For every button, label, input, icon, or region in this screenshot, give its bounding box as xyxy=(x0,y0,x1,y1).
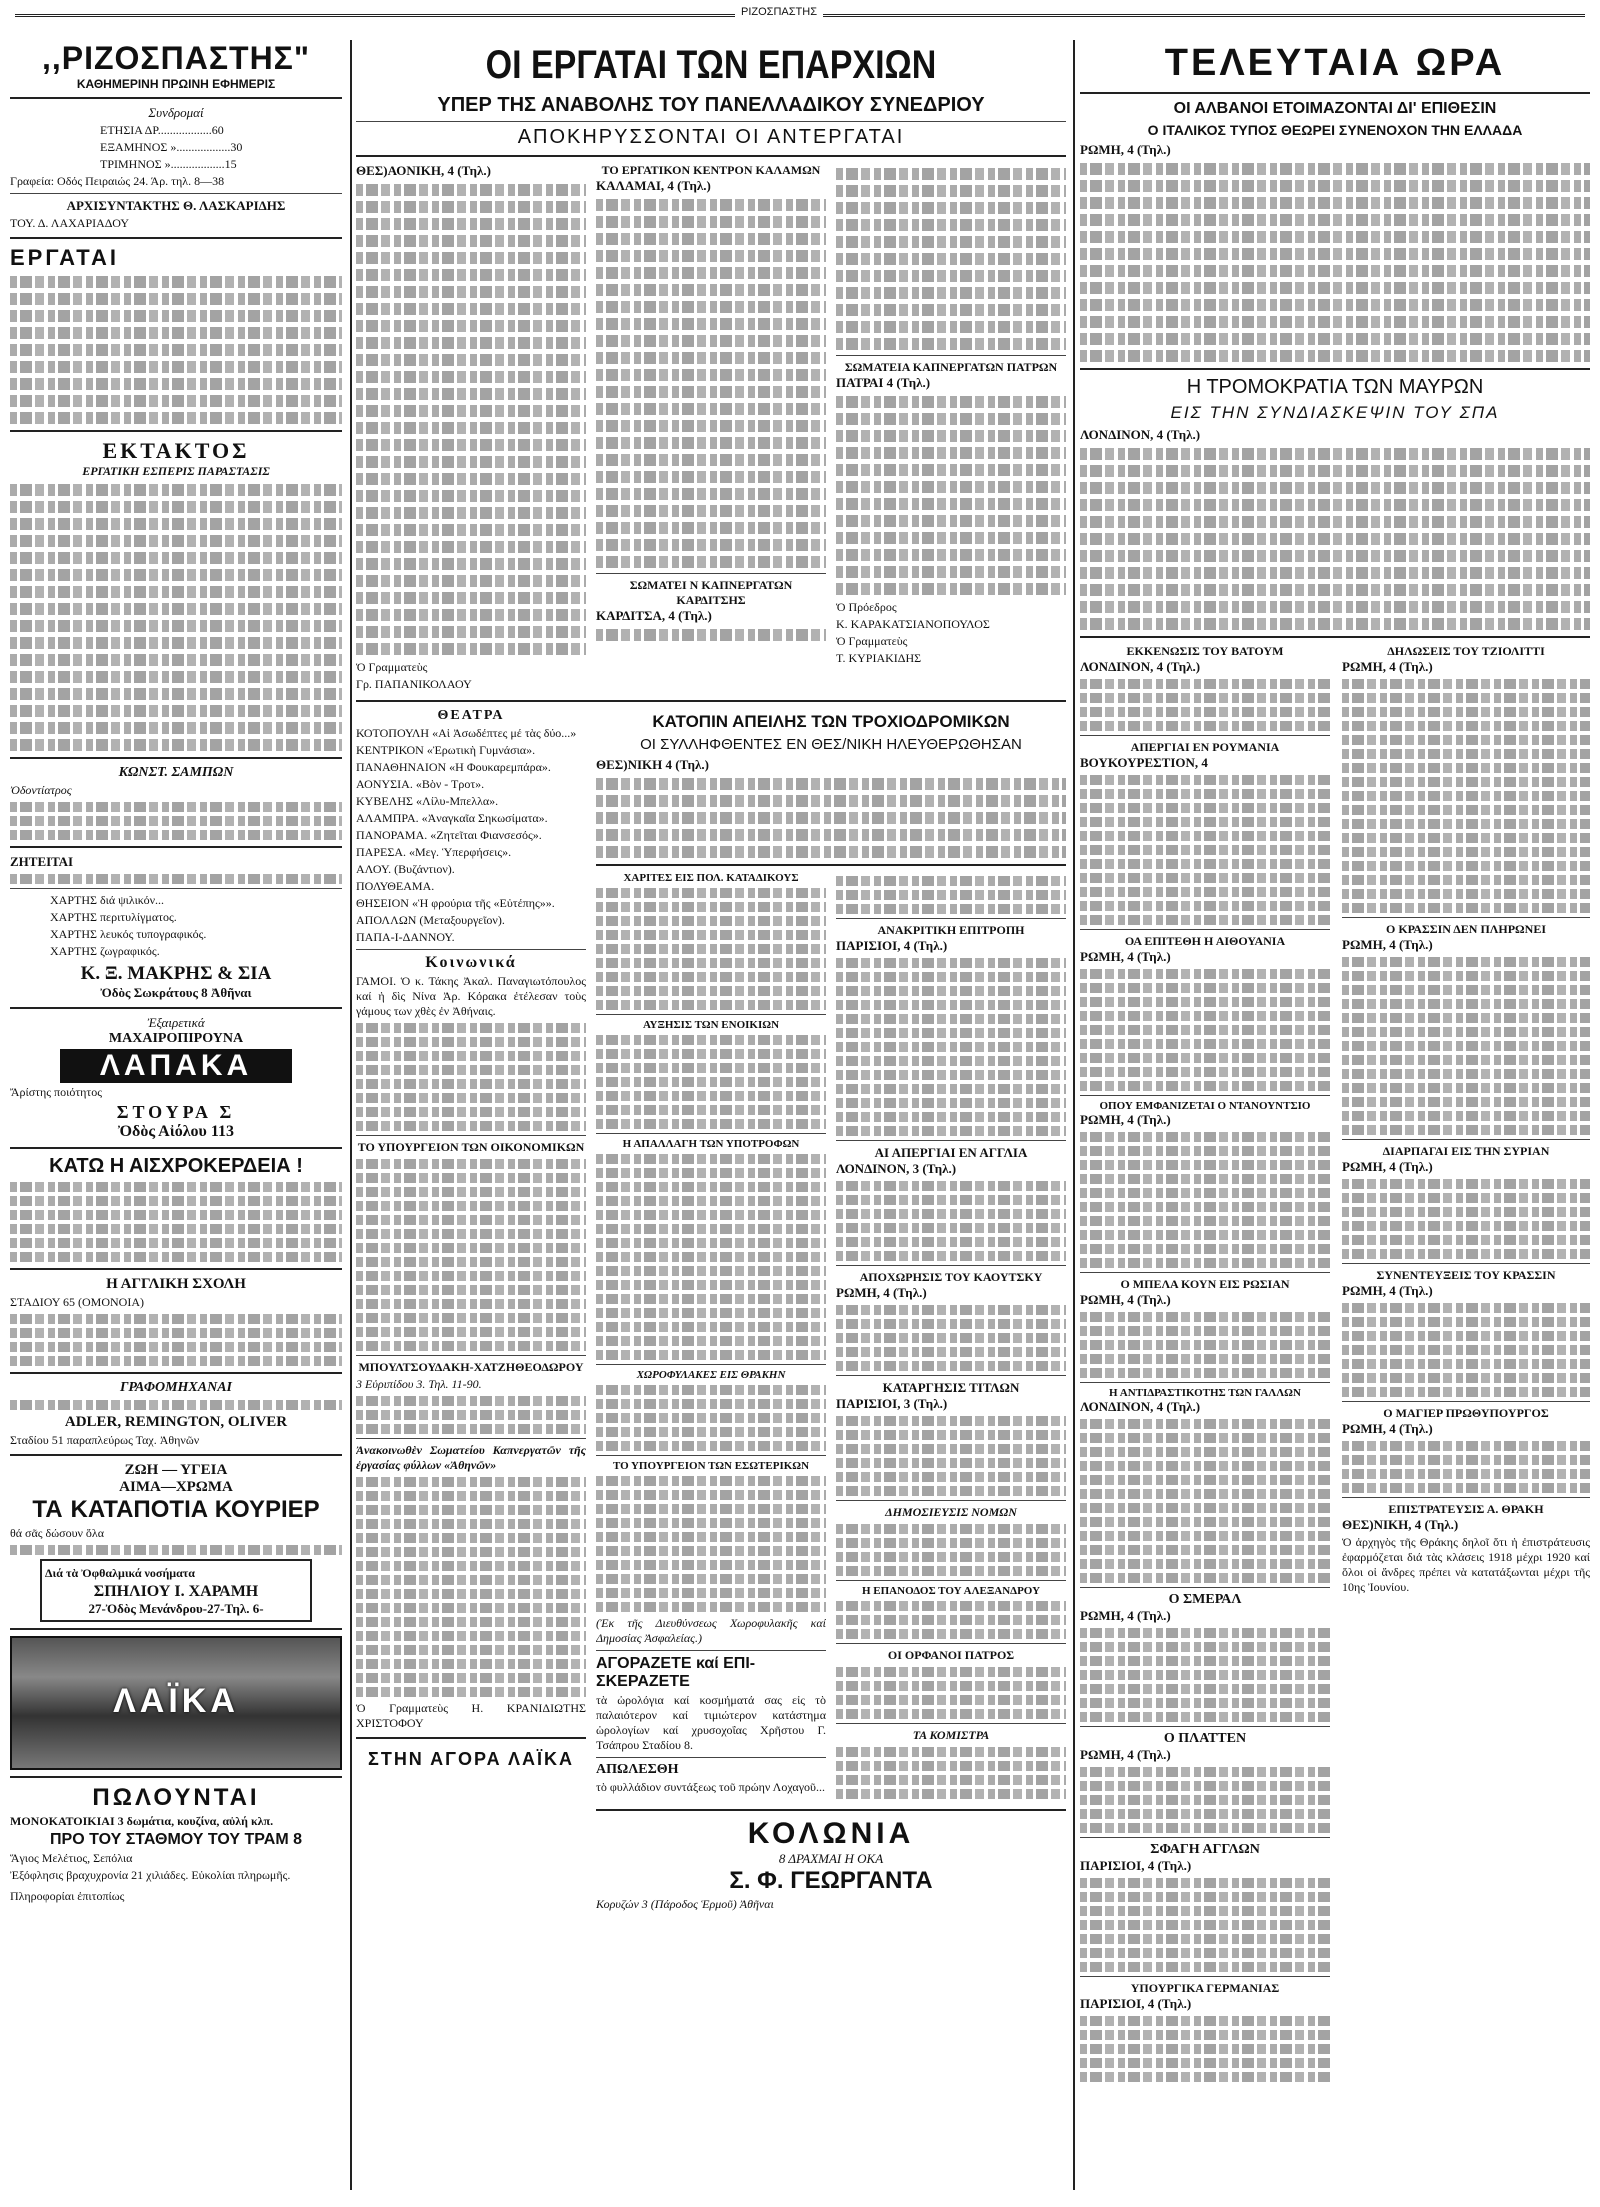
subhead-sub: 3 Εὐριπίδου 3. Τηλ. 11-90. xyxy=(356,1377,482,1391)
subhead: ΧΑΡΙΤΕΣ ΕΙΣ ΠΟΛ. ΚΑΤΑΔΙΚΟΥΣ xyxy=(623,872,799,884)
subhead: ΑΠΟΧΩΡΗΣΙΣ ΤΟΥ ΚΑΟΥΤΣΚΥ xyxy=(859,1270,1043,1284)
konst-sub: Ὀδοντίατρος xyxy=(10,783,72,797)
lapaka-title: ΛΑΠΑΚΑ xyxy=(60,1049,292,1083)
school-sub: ΣΤΑΔΙΟΥ 65 (ΟΜΟΝΟΙΑ) xyxy=(10,1295,145,1309)
dateline: ΡΩΜΗ, 4 (Τηλ.) xyxy=(1342,937,1433,952)
right-h2b: ΕΙΣ ΤΗΝ ΣΥΝΔΙΑΣΚΕΨΙΝ ΤΟΥ ΣΠΑ xyxy=(1170,403,1500,422)
typewriters-brands: ADLER, REMINGTON, OLIVER xyxy=(64,1414,288,1430)
editor-2: ΤΟΥ. Δ. ΛΑΧΑΡΙΑΔΟΥ xyxy=(10,216,130,230)
right-h1: ΟΙ ΑΛΒΑΝΟΙ ΕΤΟΙΜΑΖΟΝΤΑΙ ΔΙ' ΕΠΙΘΕΣΙΝ xyxy=(1173,100,1497,117)
subhead: ΚΑΤΑΡΓΗΣΙΣ ΤΙΤΛΩΝ xyxy=(882,1380,1020,1395)
dateline: ΒΟΥΚΟΥΡΕΣΤΙΟΝ, 4 xyxy=(1080,755,1208,770)
kato-heading: ΚΑΤΩ Η ΑΙΣΧΡΟΚΕΡΔΕΙΑ ! xyxy=(49,1155,303,1177)
dateline: ΡΩΜΗ, 4 (Τηλ.) xyxy=(1080,1608,1171,1623)
lapaka-top-2: ΜΑΧΑΙΡΟΠΙΡΟΥΝΑ xyxy=(108,1031,244,1046)
subhead: Ο ΠΛΑΤΤΕΝ xyxy=(1163,1731,1247,1746)
lapaka-top: Ἐξαιρετικά xyxy=(147,1015,205,1030)
xartis-item: ΧΑΡΤΗΣ ζωγραφικός. xyxy=(50,944,160,958)
article-text: Ὁ ἀρχηγὸς τῆς Θράκης δηλοῖ ὅτι ἡ ἐπιστράτευσις ἐφαρμόζεται διά τὰς κλάσεις 1918 μέχρι 1920 καί ὅλοι οἱ ἄνδρες πρέπει νὰ κατατάξωνται μέχρι τῆς 10ης Ἰουνίου. xyxy=(1342,1535,1590,1594)
office-address: Γραφεία: Οδός Πειραιώς 24. Άρ. τηλ. 8—38 xyxy=(10,174,225,188)
signature-name: Γρ. ΠΑΠΑΝΙΚΟΛΑΟΥ xyxy=(356,677,472,691)
esot-signature: (Ἐκ τῆς Διευθύνσεως Χωροφυλακῆς καί Δημοσίας Ἀσφαλείας.) xyxy=(596,1616,826,1645)
xartis-item: ΧΑΡΤΗΣ διά ψιλικόν... xyxy=(50,893,165,907)
announcement-signature: Ὁ Γραμματεὺς Η. ΚΡΑΝΙΔΙΩΤΗΣ ΧΡΙΣΤΟΦΟΥ xyxy=(356,1701,586,1730)
katopin-sub: ΟΙ ΣΥΛΛΗΦΘΕΝΤΕΣ ΕΝ ΘΕΣ/ΝΙΚΗ ΗΛΕΥΘΕΡΩΘΗΣΑΝ xyxy=(640,736,1022,753)
editor: ΑΡΧΙΣΥΝΤΑΚΤΗΣ Θ. ΛΑΣΚΑΡΙΔΗΣ xyxy=(66,198,286,213)
advert-image-text: ΛΑΪΚΑ xyxy=(113,1682,239,1720)
right-column xyxy=(1080,40,1590,2200)
dateline: ΘΕΣ)ΝΙΚΗ, 4 (Τηλ.) xyxy=(1342,1517,1459,1532)
kourier-ta: ΤΑ xyxy=(32,1496,63,1523)
column-divider xyxy=(1073,40,1075,2190)
main-subtitle: ΥΠΕΡ ΤΗΣ ΑΝΑΒΟΛΗΣ ΤΟΥ ΠΑΝΕΛΛΑΔΙΚΟΥ ΣΥΝΕΔΡΙΟΥ xyxy=(437,94,985,116)
theatre-item: ΑΠΟΛΛΩΝ (Μεταξουργεῖον). xyxy=(356,913,505,927)
pool-info: Ἐξόφλησις βραχυχρονία 21 χιλιάδες. Εὐκολίαι πληρωμῆς. xyxy=(10,1868,291,1882)
subhead: Ο ΜΑΓΙΕΡ ΠΡΩΘΥΠΟΥΡΓΟΣ xyxy=(1383,1406,1549,1420)
lapaka-address: Ὀδὸς Αἰόλου 113 xyxy=(118,1123,234,1140)
subhead: ΔΗΜΟΣΙΕΥΣΙΣ ΝΟΜΩΝ xyxy=(885,1505,1017,1519)
dateline: ΘΕΣ)ΝΙΚΗ 4 (Τηλ.) xyxy=(596,757,709,772)
subscriptions-title: Συνδρομαί xyxy=(148,105,204,120)
subhead: ΧΩΡΟΦΥΛΑΚΕΣ ΕΙΣ ΘΡΑΚΗΝ xyxy=(636,1369,786,1381)
theatre-item: ΚΥΒΕΛΗΣ «Λίλυ-Μπελλα». xyxy=(356,794,499,808)
signature-title: Ὁ Γραμματεὺς xyxy=(356,660,428,674)
pool-info-2: Πληροφορίαι ἐπιτοπίως xyxy=(10,1889,125,1903)
xartis-item: ΧΑΡΤΗΣ περιτυλίγματος. xyxy=(50,910,177,924)
xarami-address: 27-Ὀδὸς Μενάνδρου-27-Τηλ. 6- xyxy=(88,1601,264,1616)
subs-row: ΕΤΗΣΙΑ ΔΡ..................60 xyxy=(100,123,224,137)
pool-sub-2: Ἅγιος Μελέτιος, Σεπόλια xyxy=(10,1851,133,1865)
dateline: ΠΑΡΙΣΙΟΙ, 3 (Τηλ.) xyxy=(836,1396,948,1411)
subhead: ΤΑ ΚΟΜΙΣΤΡΑ xyxy=(912,1728,990,1742)
georganta-name: Σ. Φ. ΓΕΩΡΓΑΝΤΑ xyxy=(729,1867,933,1894)
dateline: ΠΑΡΙΣΙΟΙ, 4 (Τηλ.) xyxy=(1080,1996,1192,2011)
theatre-item: ΘΗΣΕΙΟΝ «Ἡ φρούρια τῆς «Εὐτέπης»». xyxy=(356,896,555,910)
subhead: ΔΙΑΡΠΑΓΑΙ ΕΙΣ ΤΗΝ ΣΥΡΙΑΝ xyxy=(1382,1144,1550,1158)
dateline: ΠΑΤΡΑΙ 4 (Τηλ.) xyxy=(836,375,931,390)
main-banner: ΟΙ ΕΡΓΑΤΑΙ ΤΩΝ ΕΠΑΡΧΙΩΝ xyxy=(485,43,937,87)
georganta-address: Κορυζών 3 (Πάροδος Ἑρμοῦ) Ἀθῆναι xyxy=(596,1897,774,1911)
pool-sub: ΠΡΟ ΤΟΥ ΣΤΑΘΜΟΥ ΤΟΥ ΤΡΑΜ 8 xyxy=(49,1831,302,1848)
subhead: ΥΠΟΥΡΓΙΚΑ ΓΕΡΜΑΝΙΑΣ xyxy=(1130,1981,1280,1995)
xarami-sub: Διά τὰ Ὀφθαλμικά νοσήματα xyxy=(45,1566,195,1580)
pool-heading: ΠΩΛΟΥΝΤΑΙ xyxy=(92,1784,260,1811)
theatre-item: ΚΟΤΟΠΟΥΛΗ «Αἱ Ἀσωδέπτες μέ τὰς δύο...» xyxy=(356,726,577,740)
right-banner: ΤΕΛΕΥΤΑΙΑ ΩΡΑ xyxy=(1164,42,1506,84)
theatre-item: ΠΑΝΑΘΗΝΑΙΟΝ «Η Φουκαρεμπάρα». xyxy=(356,760,551,774)
xartis-item: ΧΑΡΤΗΣ λευκός τυπογραφικός. xyxy=(50,927,207,941)
zoi-heading-2: ΑΙΜΑ—ΧΡΩΜΑ xyxy=(119,1479,233,1495)
subhead: ΟΠΟΥ ΕΜΦΑΝΙΖΕΤΑΙ Ο ΝΤΑΝΟΥΝΤΣΙΟ xyxy=(1099,1100,1311,1112)
ektaktos-sub: ΕΡΓΑΤΙΚΗ ΕΣΠΕΡΙΣ ΠΑΡΑΣΤΑΣΙΣ xyxy=(82,464,270,478)
subhead: ΕΠΙΣΤΡΑΤΕΥΣΙΣ Α. ΘΡΑΚΗ xyxy=(1388,1502,1544,1516)
subhead: ΑΝΑΚΡΙΤΙΚΗ ΕΠΙΤΡΟΠΗ xyxy=(877,923,1025,937)
dateline: ΡΩΜΗ, 4 (Τηλ.) xyxy=(1342,1283,1433,1298)
ektaktos-heading: ΕΚΤΑΚΤΟΣ xyxy=(102,438,250,463)
subhead: Η ΕΠΑΝΟΔΟΣ ΤΟΥ ΑΛΕΞΑΝΔΡΟΥ xyxy=(861,1585,1041,1597)
column-divider xyxy=(350,40,352,2190)
subhead: Η ΑΝΤΙΔΡΑΣΤΙΚΟΤΗΣ ΤΩΝ ΓΑΛΛΩΝ xyxy=(1109,1387,1301,1399)
dateline: ΡΩΜΗ, 4 (Τηλ.) xyxy=(1080,1747,1171,1762)
center-column xyxy=(356,40,1066,2200)
subhead: ΜΠΟΥΛΤΣΟΥΔΑΚΗ-ΧΑΤΖΗΘΕΟΔΩΡΟΥ xyxy=(358,1360,584,1374)
subhead: ΕΚΚΕΝΩΣΙΣ ΤΟΥ ΒΑΤΟΥΜ xyxy=(1126,644,1284,658)
apolesthi-text: τὸ φυλλάδιον συντάξεως τοῦ πρώην Λοχαγοῦ... xyxy=(596,1780,825,1794)
subs-row: ΕΞΑΜΗΝΟΣ »..................30 xyxy=(100,140,243,154)
subhead: ΑΠΕΡΓΙΑΙ ΕΝ ΡΟΥΜΑΝΙΑ xyxy=(1130,740,1280,754)
subhead: Ο ΣΜΕΡΑΛ xyxy=(1168,1592,1242,1607)
subhead: ΑΥΞΗΣΙΣ ΤΩΝ ΕΝΟΙΚΙΩΝ xyxy=(642,1019,780,1031)
typewriters-address: Σταδίου 51 παραπλεύρως Ταχ. Ἀθηνῶν xyxy=(10,1433,200,1447)
signature-name: Τ. ΚΥΡΙΑΚΙΔΗΣ xyxy=(836,651,922,665)
subhead: ΣΩΜΑΤΕΙΑ ΚΑΠΝΕΡΓΑΤΩΝ ΠΑΤΡΩΝ xyxy=(844,360,1058,374)
signature-name: Κ. ΚΑΡΑΚΑΤΣΙΑΝΟΠΟΥΛΟΣ xyxy=(836,617,990,631)
subhead: Η ΑΠΑΛΛΑΓΗ ΤΩΝ ΥΠΟΤΡΟΦΩΝ xyxy=(622,1138,800,1150)
top-label: ΡΙΖΟΣΠΑΣΤΗΣ xyxy=(735,6,823,18)
social-text: ΓΑΜΟΙ. Ὁ κ. Τάκης Ἀκαλ. Παναγιωτόπουλος καί ἡ δὶς Νίνα Ἀρ. Κόρακα ἐτέλεσαν τοὺς γάμους των χθὲς ἐν Ἀθήναις. xyxy=(356,974,586,1018)
agorazete-text: τὰ ὡρολόγια καί κοσμήματά σας εἰς τὸ παλαιότερον καί τιμιώτερον κατάστημα ὡρολογίων καί χρυσοχοΐας Χρῆστου Γ. Τσάπρου Σταδίου 8. xyxy=(596,1693,826,1752)
theatre-item: ΠΑΝΟΡΑΜΑ. «Ζητεῖται Φιανσεσός». xyxy=(356,828,542,842)
tagline: ΚΑΘΗΜΕΡΙΝΗ ΠΡΩΙΝΗ ΕΦΗΜΕΡΙΣ xyxy=(76,77,276,91)
subs-row: ΤΡΙΜΗΝΟΣ »..................15 xyxy=(100,157,237,171)
dateline: ΡΩΜΗ, 4 (Τηλ.) xyxy=(1342,1421,1433,1436)
advert-image xyxy=(10,1636,342,1770)
subhead: ΟΑ ΕΠΙΤΕΘΗ Η ΑΙΘΟΥΑΝΙΑ xyxy=(1124,934,1286,948)
theatre-item: ΚΕΝΤΡΙΚΟΝ «Ἐρωτικὴ Γυμνάσια». xyxy=(356,743,536,757)
advert-top: ΣΤΗΝ ΑΓΟΡΑ ΛΑΪΚΑ xyxy=(368,1749,574,1769)
dateline: ΡΩΜΗ, 4 (Τηλ.) xyxy=(836,1285,927,1300)
ergatai-heading: ΕΡΓΑΤΑΙ xyxy=(10,245,120,270)
dateline: ΡΩΜΗ, 4 (Τηλ.) xyxy=(1080,1292,1171,1307)
dateline: ΛΟΝΔΙΝΟΝ, 4 (Τηλ.) xyxy=(1080,659,1201,674)
school-heading: Η ΑΓΓΛΙΚΗ ΣΧΟΛΗ xyxy=(106,1276,246,1292)
xarami-name: ΣΠΗΛΙΟΥ Ι. ΧΑΡΑΜΗ xyxy=(93,1583,259,1600)
subhead: ΣΦΑΓΗ ΑΓΓΛΩΝ xyxy=(1150,1842,1260,1857)
dateline: ΛΟΝΔΙΝΟΝ, 3 (Τηλ.) xyxy=(836,1161,957,1176)
theatre-item: ΠΑΡΕΣΑ. «Μεγ. Ὑπερφήσεις». xyxy=(356,845,512,859)
subhead: Ο ΚΡΑΣΣΙΝ ΔΕΝ ΠΛΗΡΩΝΕΙ xyxy=(1385,922,1546,936)
signature-title: Ὁ Πρόεδρος xyxy=(836,600,897,614)
lapaka-sub-2: ΣΤΟΥΡΑ Σ xyxy=(116,1102,236,1122)
dateline: ΘΕΣ)ΑΟΝΙΚΗ, 4 (Τηλ.) xyxy=(356,163,491,178)
typewriters-heading: ΓΡΑΦΟΜΗΧΑΝΑΙ xyxy=(119,1380,233,1395)
dateline: ΛΟΝΔΙΝΟΝ, 4 (Τηλ.) xyxy=(1080,1399,1201,1414)
theatres-heading: ΘΕΑΤΡΑ xyxy=(437,708,505,723)
dateline: ΡΩΜΗ, 4 (Τηλ.) xyxy=(1080,949,1171,964)
signature-title: Ὁ Γραμματεὺς xyxy=(836,634,908,648)
announcement-heading: Ἀνακοινωθὲν Σωματείου Καπνεργατῶν τῆς ἐργασίας φύλλων «Ἀθηνῶν» xyxy=(356,1443,586,1472)
dateline: ΡΩΜΗ, 4 (Τηλ.) xyxy=(1342,659,1433,674)
zoi-heading: ΖΩΗ — ΥΓΕΙΑ xyxy=(124,1462,228,1478)
kolonia-heading: ΚΟΛΩΝΙΑ xyxy=(747,1817,915,1850)
katopin-heading: ΚΑΤΟΠΙΝ ΑΠΕΙΛΗΣ ΤΩΝ ΤΡΟΧΙΟΔΡΟΜΙΚΩΝ xyxy=(652,712,1010,731)
dateline: ΚΑΛΑΜΑΙ, 4 (Τηλ.) xyxy=(596,178,711,193)
dateline: ΡΩΜΗ, 4 (Τηλ.) xyxy=(1080,1112,1171,1127)
dateline: ΠΑΡΙΣΙΟΙ, 4 (Τηλ.) xyxy=(836,938,948,953)
kourier-sub: θά σᾶς δώσουν ὅλα xyxy=(10,1526,105,1540)
theatre-item: ΑΛΑΜΠΡΑ. «Ἀναγκαῖα Σηκωσίματα». xyxy=(356,811,548,825)
lapaka-sub: Ἄρίστης ποιότητος xyxy=(10,1085,102,1099)
subhead: ΤΟ ΥΠΟΥΡΓΕΙΟΝ ΤΩΝ ΟΙΚΟΝΟΜΙΚΩΝ xyxy=(357,1140,585,1154)
subhead: ΤΟ ΥΠΟΥΡΓΕΙΟΝ ΤΩΝ ΕΣΩΤΕΡΙΚΩΝ xyxy=(612,1460,810,1472)
subhead: ΤΟ ΕΡΓΑΤΙΚΟΝ ΚΕΝΤΡΟΝ ΚΑΛΑΜΩΝ xyxy=(601,163,821,177)
right-h1b: Ο ΙΤΑΛΙΚΟΣ ΤΥΠΟΣ ΘΕΩΡΕΙ ΣΥΝΕΝΟΧΟΝ ΤΗΝ ΕΛΛΑΔΑ xyxy=(1147,122,1523,138)
left-column xyxy=(10,40,342,2200)
main-subtitle-2: ΑΠΟΚΗΡΥΣΣΟΝΤΑΙ ΟΙ ΑΝΤΕΡΓΑΤΑΙ xyxy=(517,126,905,148)
apolesthi-heading: ΑΠΩΛΕΣΘΗ xyxy=(596,1762,679,1777)
kolonia-sub: 8 ΔΡΑΧΜΑΙ Η ΟΚΑ xyxy=(778,1851,884,1866)
subhead: ΟΙ ΟΡΦΑΝΟΙ ΠΑΤΡΟΣ xyxy=(887,1648,1015,1662)
maker-name: Κ. Ξ. ΜΑΚΡΗΣ & ΣΙΑ xyxy=(80,963,272,984)
top-rule xyxy=(0,6,1600,20)
theatre-item: ΑΟΝΥΣΙΑ. «Βὸν - Τροτ». xyxy=(356,777,485,791)
kourier-title: ΚΑΤΑΠΟΤΙΑ ΚΟΥΡΙΕΡ xyxy=(70,1496,320,1523)
dateline: ΡΩΜΗ, 4 (Τηλ.) xyxy=(1342,1159,1433,1174)
theatre-item: ΠΑΠΑ-Ι-ΔΑΝΝΟΥ. xyxy=(356,930,455,944)
subhead: Ο ΜΠΕΛΑ ΚΟΥΝ ΕΙΣ ΡΩΣΙΑΝ xyxy=(1120,1277,1290,1291)
agorazete-heading: ΑΓΟΡΑΖΕΤΕ καί ΕΠΙΣΚΕΡΑΖΕΤΕ xyxy=(596,1655,756,1690)
dateline: ΡΩΜΗ, 4 (Τηλ.) xyxy=(1080,142,1171,157)
subhead: ΔΗΛΩΣΕΙΣ ΤΟΥ ΤΖΙΟΛΙΤΤΙ xyxy=(1387,644,1545,658)
zitite-heading: ΖΗΤΕΙΤΑΙ xyxy=(10,854,74,869)
dateline: ΚΑΡΔΙΤΣΑ, 4 (Τηλ.) xyxy=(596,608,712,623)
theatre-item: ΠΟΛΥΘΕΑΜΑ. xyxy=(356,879,435,893)
subhead: ΣΥΝΕΝΤΕΥΞΕΙΣ ΤΟΥ ΚΡΑΣΣΙΝ xyxy=(1376,1268,1556,1282)
dateline: ΠΑΡΙΣΙΟΙ, 4 (Τηλ.) xyxy=(1080,1858,1192,1873)
subhead: ΑΙ ΑΠΕΡΓΙΑΙ ΕΝ ΑΓΓΛΙΑ xyxy=(874,1145,1028,1160)
social-heading: Κοινωνικά xyxy=(425,954,517,971)
maker-address: Ὀδὸς Σωκράτους 8 Ἀθῆναι xyxy=(100,985,252,1000)
konst-heading: ΚΩΝΣΤ. ΣΑΜΠΩΝ xyxy=(118,765,234,780)
dateline: ΛΟΝΔΙΝΟΝ, 4 (Τηλ.) xyxy=(1080,427,1201,442)
masthead: ,,ΡΙΖΟΣΠΑΣΤΗΣ" xyxy=(41,40,311,76)
pool-text: ΜΟΝΟΚΑΤΟΙΚΙΑΙ 3 δωμάτια, κουζίνα, αὐλή κλπ. xyxy=(10,1814,274,1828)
subhead: ΣΩΜΑΤΕΙ Ν ΚΑΠΝΕΡΓΑΤΩΝ ΚΑΡΔΙΤΣΗΣ xyxy=(629,578,793,607)
right-h2: Η ΤΡΟΜΟΚΡΑΤΙΑ ΤΩΝ ΜΑΥΡΩΝ xyxy=(1186,376,1484,398)
theatre-item: ΑΛΟΥ. (Βυζάντιον). xyxy=(356,862,455,876)
